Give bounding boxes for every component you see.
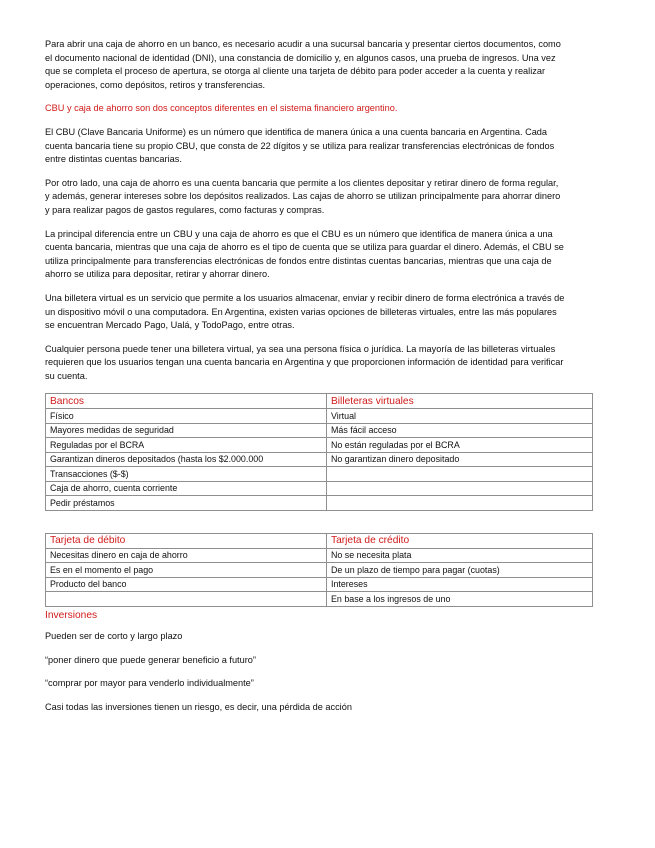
table-cell [46, 592, 327, 607]
table-cell: Transacciones ($-$) [46, 467, 327, 482]
table-cell: No se necesita plata [327, 548, 593, 563]
table-header-cell: Tarjeta de crédito [327, 533, 593, 548]
tarjetas-table [45, 533, 593, 607]
table-header-cell: Billeteras virtuales [327, 394, 593, 409]
inversiones-line: “poner dinero que puede generar beneficio a futuro” [45, 654, 256, 665]
table-cell: Más fácil acceso [327, 423, 593, 438]
table-row [46, 496, 593, 511]
table-header-cell: Bancos [46, 394, 327, 409]
caja-ahorro-paragraph: Por otro lado, una caja de ahorro es una cuenta bancaria que permite a los clientes depositar y retirar dinero de forma regular, y además, generar intereses sobre los depósitos realizados. Las cajas de ahorro se utilizan principalmente para ahorrar dinero y para realizar pagos de gastos regulares, como facturas y compras. [45, 177, 561, 215]
requisitos-paragraph: Cualquier persona puede tener una billetera virtual, ya sea una persona física o jurídica. La mayoría de las billeteras virtuales requieren que los usuarios tengan una cuenta bancaria en Argentina y que proporcionen información de identidad para verificar su cuenta. [45, 343, 564, 381]
inversiones-line: Pueden ser de corto y largo plazo [45, 630, 183, 641]
table-cell: De un plazo de tiempo para pagar (cuotas) [327, 563, 593, 578]
table-cell: Es en el momento el pago [46, 563, 327, 578]
table-cell: Pedir préstamos [46, 496, 327, 511]
highlight-paragraph: CBU y caja de ahorro son dos conceptos diferentes en el sistema financiero argentino. [45, 103, 398, 114]
table-cell: Físico [46, 409, 327, 424]
table-row [46, 423, 593, 438]
table-cell: No están reguladas por el BCRA [327, 438, 593, 453]
table-row [46, 592, 593, 607]
table-row [46, 438, 593, 453]
billetera-paragraph: Una billetera virtual es un servicio que permite a los usuarios almacenar, enviar y recibir dinero de forma electrónica a través de un dispositivo móvil o una computadora. En Argentina, existen varias opciones de billeteras virtuales, entre las más populares se encuentran Mercado Pago, Ualá, y TodoPago, entre otras. [45, 292, 565, 331]
table-cell [327, 481, 593, 496]
document-page [45, 38, 565, 724]
table-cell: Caja de ahorro, cuenta corriente [46, 481, 327, 496]
bancos-billeteras-table [45, 393, 593, 511]
intro-paragraph: Para abrir una caja de ahorro en un banco, es necesario acudir a una sucursal bancaria y presentar ciertos documentos, como el documento nacional de identidad (DNI), una constancia de domicilio y, en algunos casos, una prueba de ingresos. Una vez que se completa el proceso de apertura, se otorga al cliente una tarjeta de débito para poder acceder a la cuenta y realizar operaciones, como depósitos, retiros y transferencias. [45, 39, 561, 90]
table-row [46, 481, 593, 496]
table-cell: Garantizan dineros depositados (hasta los $2.000.000 [46, 452, 327, 467]
table-row [46, 467, 593, 482]
table-header-row [46, 533, 593, 548]
diferencia-paragraph: La principal diferencia entre un CBU y una caja de ahorro es que el CBU es un número que identifica de manera única a una cuenta bancaria, mientras que una caja de ahorro es el tipo de cuenta que se utiliza para guardar el dinero. Además, el CBU se utiliza principalmente para transferencias electrónicas de fondos entre distintas cuentas bancarias, mientras que una caja de ahorro se utiliza para depositar, retirar y ahorrar dinero. [45, 228, 564, 280]
table-cell: No garantizan dinero depositado [327, 452, 593, 467]
table-row [46, 577, 593, 592]
table-cell: Necesitas dinero en caja de ahorro [46, 548, 327, 563]
inversiones-line: “comprar por mayor para venderlo individualmente” [45, 678, 254, 689]
inversiones-heading: Inversiones [45, 609, 98, 621]
table-row [46, 548, 593, 563]
table-cell: Intereses [327, 577, 593, 592]
inversiones-line: Casi todas las inversiones tienen un riesgo, es decir, una pérdida de acción [45, 701, 352, 712]
table-row [46, 563, 593, 578]
table-row [46, 452, 593, 467]
table-cell [327, 496, 593, 511]
table-header-row [46, 394, 593, 409]
cbu-paragraph: El CBU (Clave Bancaria Uniforme) es un número que identifica de manera única a una cuenta bancaria en Argentina. Cada cuenta bancaria tiene su propio CBU, que consta de 22 dígitos y se utiliza para realizar transferencias electrónicas de fondos entre distintas cuentas bancarias. [45, 126, 555, 165]
table-cell: Mayores medidas de seguridad [46, 423, 327, 438]
table-row [46, 409, 593, 424]
table-cell: Virtual [327, 409, 593, 424]
table-cell: En base a los ingresos de uno [327, 592, 593, 607]
table-cell: Reguladas por el BCRA [46, 438, 327, 453]
table-cell: Producto del banco [46, 577, 327, 592]
table-header-cell: Tarjeta de débito [46, 533, 327, 548]
table-cell [327, 467, 593, 482]
